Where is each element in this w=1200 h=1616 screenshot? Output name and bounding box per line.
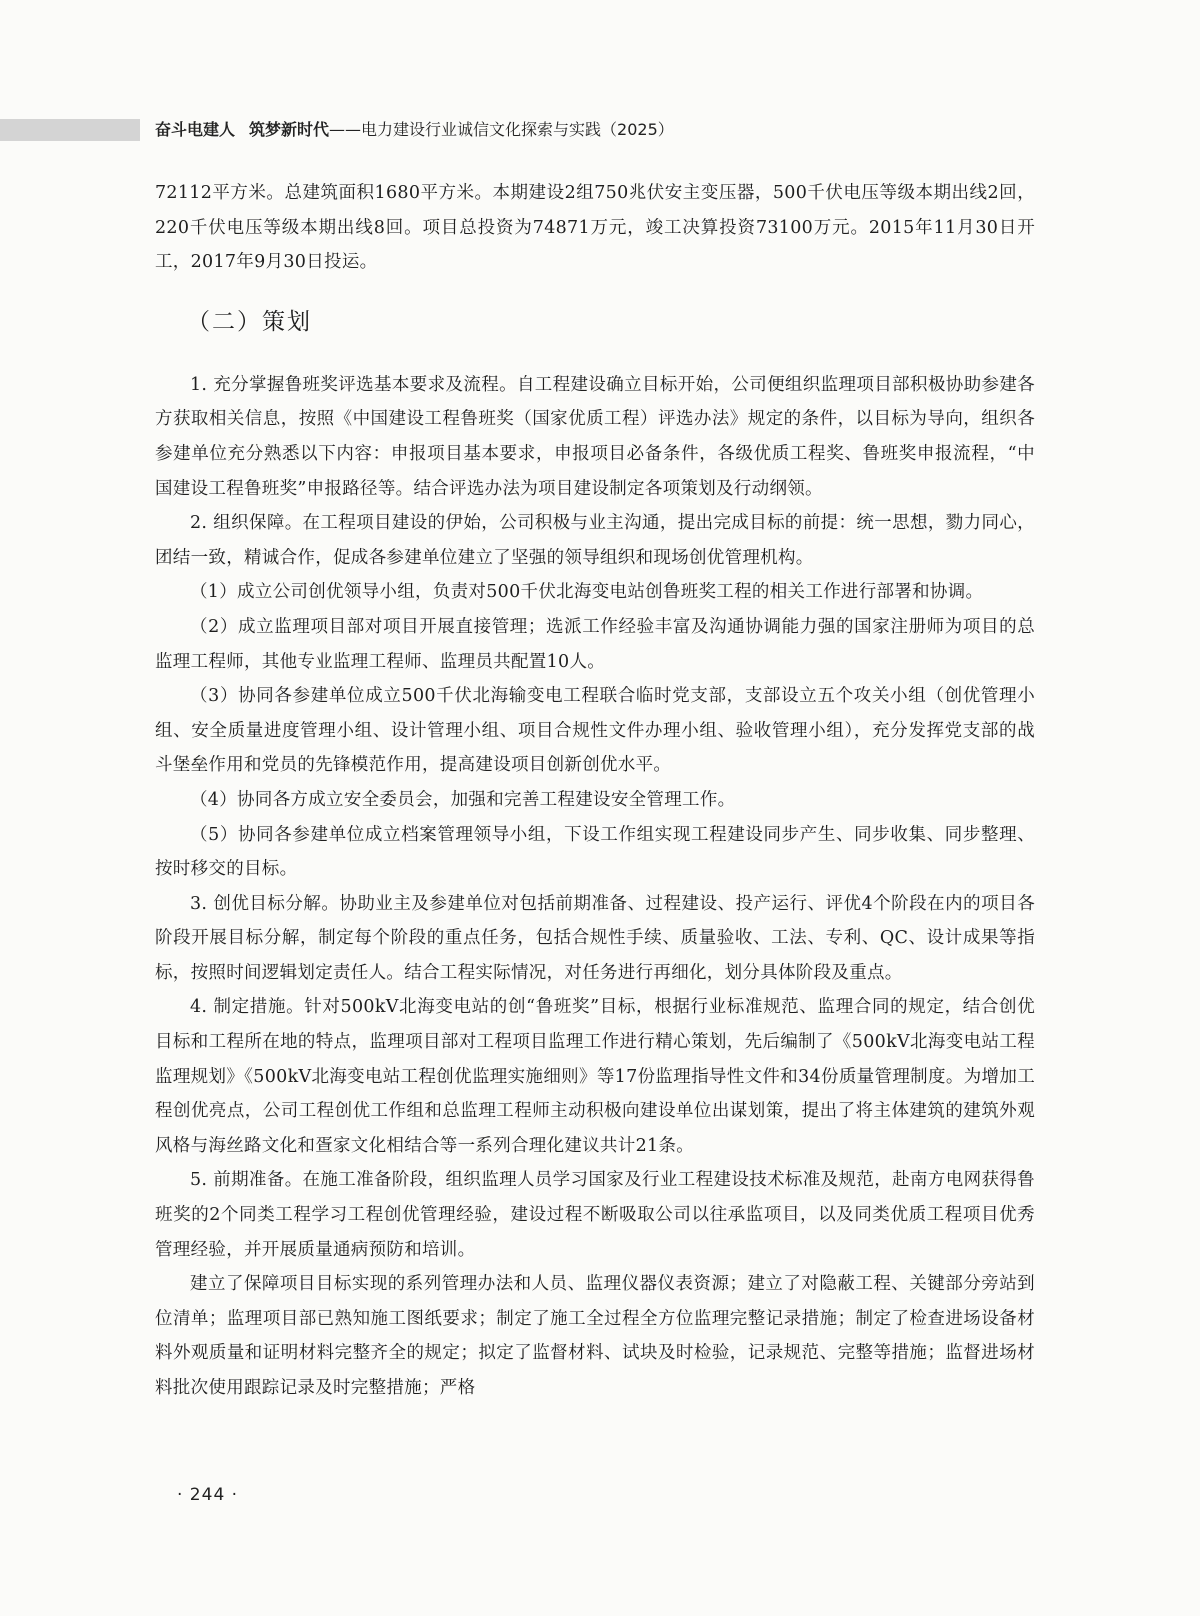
paragraph-3: 3. 创优目标分解。协助业主及参建单位对包括前期准备、过程建设、投产运行、评优4个阶段在内的项目各阶段开展目标分解，制定每个阶段的重点任务，包括合规性手续、质量验收、工法、专利、QC、设计成果等指标，按照时间逻辑划定责任人。结合工程实际情况，对任务进行再细化，划分具体阶段及重点。 bbox=[155, 893, 1035, 983]
header-title-part1: 奋斗电建人 bbox=[155, 120, 236, 139]
paragraph-2-1: （1）成立公司创优领导小组，负责对500千伏北海变电站创鲁班奖工程的相关工作进行部署和协调。 bbox=[190, 582, 984, 603]
paragraph-2-2: （2）成立监理项目部对项目开展直接管理；选派工作经验丰富及沟通协调能力强的国家注册师为项目的总监理工程师，其他专业监理工程师、监理员共配置10人。 bbox=[155, 616, 1035, 672]
paragraph-5: 5. 前期准备。在施工准备阶段，组织监理人员学习国家及行业工程建设技术标准及规范，赴南方电网获得鲁班奖的2个同类工程学习工程创优管理经验，建设过程不断吸取公司以往承监项目，以及同类优质工程项目优秀管理经验，并开展质量通病预防和培训。 bbox=[155, 1170, 1035, 1260]
paragraph-1: 1. 充分掌握鲁班奖评选基本要求及流程。自工程建设确立目标开始，公司便组织监理项目部积极协助参建各方获取相关信息，按照《中国建设工程鲁班奖（国家优质工程）评选办法》规定的条件，以目标为导向，组织各参建单位充分熟悉以下内容：申报项目基本要求，申报项目必备条件，各级优质工程奖、鲁班奖申报流程，“中国建设工程鲁班奖”申报路径等。结合评选办法为项目建设制定各项策划及行动纲领。 bbox=[155, 374, 1035, 499]
intro-paragraph: 72112平方米。总建筑面积1680平方米。本期建设2组750兆伏安主变压器，500千伏电压等级本期出线2回，220千伏电压等级本期出线8回。项目总投资为74871万元，竣工决算投资73100万元。2015年11月30日开工，2017年9月30日投运。 bbox=[155, 183, 1035, 273]
paragraph-2: 2. 组织保障。在工程项目建设的伊始，公司积极与业主沟通，提出完成目标的前提：统一思想，勠力同心，团结一致，精诚合作，促成各参建单位建立了坚强的领导组织和现场创优管理机构。 bbox=[155, 513, 1035, 568]
paragraph-2-3: （3）协同各参建单位成立500千伏北海输变电工程联合临时党支部，支部设立五个攻关小组（创优管理小组、安全质量进度管理小组、设计管理小组、项目合规性文件办理小组、验收管理小组），充分发挥党支部的战斗堡垒作用和党员的先锋模范作用，提高建设项目创新创优水平。 bbox=[155, 686, 1035, 776]
page-number: · 244 · bbox=[177, 1485, 239, 1505]
paragraph-2-5: （5）协同各参建单位成立档案管理领导小组，下设工作组实现工程建设同步产生、同步收集、同步整理、按时移交的目标。 bbox=[155, 824, 1035, 880]
section-heading: （二）策划 bbox=[187, 308, 312, 335]
running-header bbox=[155, 118, 674, 142]
paragraph-6: 建立了保障项目目标实现的系列管理办法和人员、监理仪器仪表资源；建立了对隐蔽工程、关键部分旁站到位清单；监理项目部已熟知施工图纸要求；制定了施工全过程全方位监理完整记录措施；制定了检查进场设备材料外观质量和证明材料完整齐全的规定；拟定了监督材料、试块及时检验，记录规范、完整等措施；监督进场材料批次使用跟踪记录及时完整措施；严格 bbox=[155, 1274, 1035, 1398]
paragraph-4: 4. 制定措施。针对500kV北海变电站的创“鲁班奖”目标，根据行业标准规范、监理合同的规定，结合创优目标和工程所在地的特点，监理项目部对工程项目监理工作进行精心策划，先后编制了《500kV北海变电站工程监理规划》《500kV北海变电站工程创优监理实施细则》等17份监理指导性文件和34份质量管理制度。为增加工程创优亮点，公司工程创优工作组和总监理工程师主动积极向建设单位出谋划策，提出了将主体建筑的建筑外观风格与海丝路文化和疍家文化相结合等一系列合理化建议共计21条。 bbox=[155, 997, 1035, 1156]
page-body bbox=[155, 176, 1035, 1406]
paragraph-2-4: （4）协同各方成立安全委员会，加强和完善工程建设安全管理工作。 bbox=[190, 789, 736, 810]
header-title-part2: 筑梦新时代 bbox=[249, 120, 330, 139]
header-subtitle: ——电力建设行业诚信文化探索与实践（2025） bbox=[329, 120, 674, 139]
header-gray-bar bbox=[0, 119, 140, 141]
